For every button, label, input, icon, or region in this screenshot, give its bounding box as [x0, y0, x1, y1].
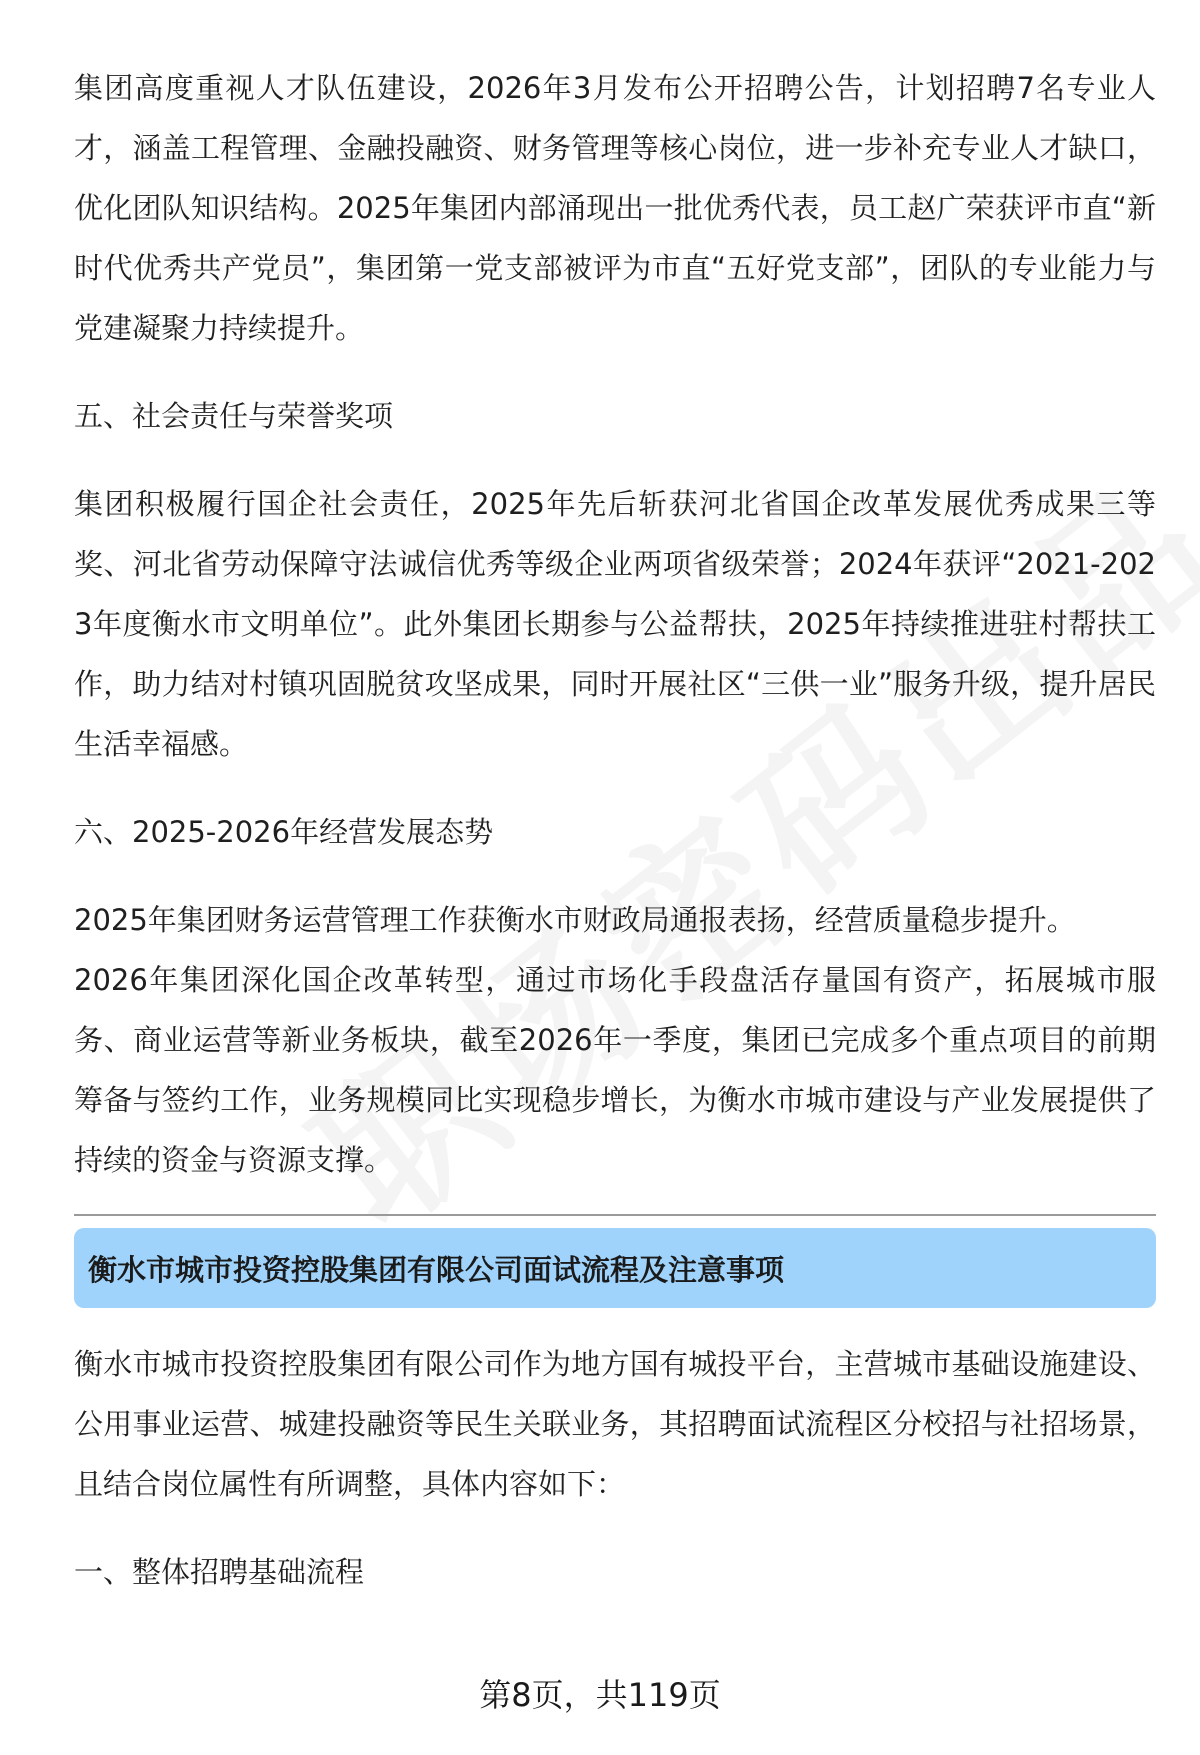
section1-heading: 一、整体招聘基础流程: [74, 1555, 365, 1589]
section6-paragraph-2: 2026年集团深化国企改革转型，通过市场化手段盘活存量国有资产，拓展城市服务、商业运营等新业务板块，截至2026年一季度，集团已完成多个重点项目的前期筹备与签约工作，业务规模同比实现稳步增长，为衡水市城市建设与产业发展提供了持续的资金与资源支撑。: [74, 963, 1156, 1177]
section5-paragraph: 集团积极履行国企社会责任，2025年先后斩获河北省国企改革发展优秀成果三等奖、河北省劳动保障守法诚信优秀等级企业两项省级荣誉；2024年获评“2021-2023年度衡水市文明单位”。此外集团长期参与公益帮扶，2025年持续推进驻村帮扶工作，助力结对村镇巩固脱贫攻坚成果，同时开展社区“三供一业”服务升级，提升居民生活幸福感。: [74, 487, 1156, 761]
intro-paragraph: 衡水市城市投资控股集团有限公司作为地方国有城投平台，主营城市基础设施建设、公用事业运营、城建投融资等民生关联业务，其招聘面试流程区分校招与社招场景，且结合岗位属性有所调整，具体内容如下：: [74, 1347, 1156, 1501]
section5-heading: 五、社会责任与荣誉奖项: [74, 399, 394, 433]
section-banner: [74, 1228, 1156, 1308]
section-divider: [74, 1214, 1156, 1216]
section6-paragraph-1: 2025年集团财务运营管理工作获衡水市财政局通报表扬，经营质量稳步提升。: [74, 903, 1076, 937]
section4-tail-paragraph: 集团高度重视人才队伍建设，2026年3月发布公开招聘公告，计划招聘7名专业人才，涵盖工程管理、金融投融资、财务管理等核心岗位，进一步补充专业人才缺口，优化团队知识结构。2025年集团内部涌现出一批优秀代表，员工赵广荣获评市直“新时代优秀共产党员”，集团第一党支部被评为市直“五好党支部”，团队的专业能力与党建凝聚力持续提升。: [74, 71, 1157, 345]
section6-heading: 六、2025-2026年经营发展态势: [74, 815, 494, 849]
document-page: [74, 58, 1156, 1630]
banner-title: 衡水市城市投资控股集团有限公司面试流程及注意事项: [88, 1252, 785, 1287]
page-number-footer: 第8页，共119页: [479, 1676, 721, 1714]
